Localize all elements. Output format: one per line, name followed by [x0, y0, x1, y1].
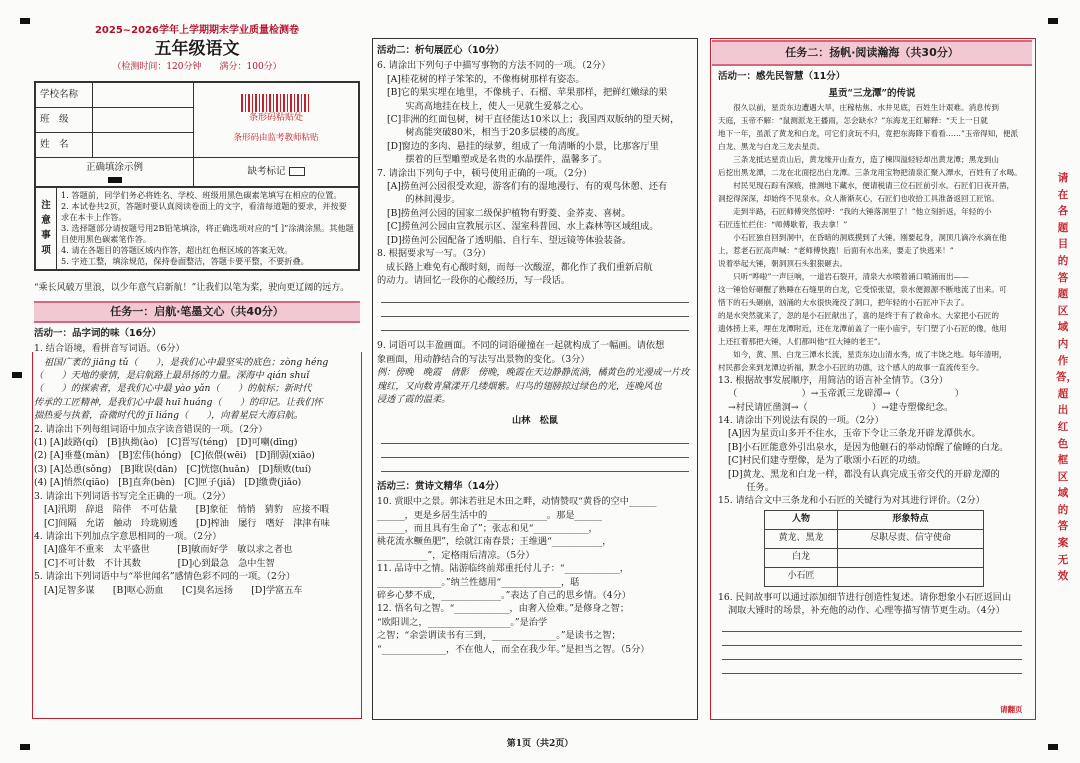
barcode-note: 条形码由监考教师粘贴	[233, 132, 319, 143]
story-line: 只听“哗啦”一声巨响，一道岩石裂开，清泉大水喷着涌口喷涌而出——	[718, 271, 969, 281]
q12-text: 12. 悟名句之智。“____________，由奢入俭难。”是修身之智；	[377, 603, 630, 615]
q14-title: 14. 请涂出下列说法有误的一项。（2分）	[718, 415, 884, 427]
story-line: 上还扛着那把大锤，人们都叫他“扛大锤的老王”。	[718, 336, 886, 346]
answer-line[interactable]	[381, 317, 689, 331]
story-line: 小石匠独自回到洞中，在昏暗的洞底摸到了大锤。刚要起身，洞顶几滴冷水滴在他	[718, 232, 1007, 242]
notes-label: 注意事项	[36, 187, 57, 269]
table-cell: 黄龙、黑龙	[765, 529, 838, 548]
q11-text: 碎乡心梦不成，_____________。”表达了自己的思乡情。（4分）	[377, 590, 631, 601]
table-cell: 小石匠	[765, 567, 838, 586]
q3-title: 3. 请涂出下列词语书写完全正确的一项。（2分）	[34, 490, 231, 502]
school-field[interactable]	[93, 82, 194, 107]
q14-option[interactable]: [A]因为星贡山多开不住水，玉帝下令让三条龙开辟龙潭供水。	[728, 428, 981, 440]
table-input[interactable]	[838, 548, 984, 567]
q4-option-row[interactable]: [A]盛年不重来 太平盛世 [B]敏而好学 敏以求之者也	[44, 544, 293, 556]
absent-label: 缺考标记	[247, 166, 286, 178]
story-line: 走到半路，石匠师傅突然惊呼：“我的大锤落洞里了！”他立刻折返，年轻的小	[718, 206, 992, 216]
story-line: 说着举起大锤，朝洞顶石头狠狠砸去。	[718, 258, 848, 268]
q9-text: 象画面，用动静结合的写法写出景物的变化。（3分）	[377, 353, 590, 365]
class-field[interactable]	[93, 107, 194, 132]
note-item: 5. 字迹工整，填涂规范，保持卷面整洁，答题卡要平整，不要折叠。	[61, 255, 309, 266]
answer-line[interactable]	[381, 444, 689, 458]
story-line: 村民都会来到龙潭边祈福，默念小石匠的功德，这个感人的故事一直流传至今。	[718, 362, 984, 372]
school-label: 学校名称	[36, 82, 93, 107]
q7-option[interactable]: [C]捞鱼河公园由宣教展示区、湿室科普园、水上森林等区域组成。	[387, 221, 659, 233]
registration-mark	[1048, 18, 1058, 24]
q6-option[interactable]: [B]它的果实埋在地里，不像桃子、石榴、苹果那样，把鲜红嫩绿的果	[387, 87, 668, 99]
table-cell: 尽职尽责、信守使命	[838, 529, 984, 548]
page-footer: 第1页（共2页）	[506, 739, 574, 749]
q8-text: 的动力。请回忆一段你的心酸经历，写一段话。	[377, 274, 570, 286]
q12-text: “______________，不在他人，而全在我少年。”是担当之智。（5分）	[377, 643, 650, 655]
q12-text: 之智；“余尝谓读书有三到，______________。”是读书之智；	[377, 630, 621, 642]
story-line: 遗体捞上来，埋在龙潭附近，还在龙潭前盖了一座小庙宇，专门塑了小石匠的像，他用	[718, 323, 1007, 333]
table-header: 人物	[765, 510, 838, 529]
q2-option-row[interactable]: (1) [A]歧路(qí) [B]执拗(ào) [C]晋写(téng) [D]可喇(dīng)	[34, 437, 298, 449]
q5-option-row[interactable]: [A]足智多谋 [B]呕心沥血 [C]臭名远扬 [D]学富五车	[44, 584, 303, 596]
q11-text: ______________。”纳兰性德用“_____________，聒	[377, 576, 580, 588]
name-field[interactable]	[93, 132, 194, 157]
note-item: 3. 选择题部分请按题号用2B铅笔填涂，将正确选项对应的“[ ]”涂满涂黑。其他题目使用黑色碳素笔作答。	[61, 222, 354, 244]
exam-title: 2025~2026学年上学期期末学业质量检测卷	[94, 25, 300, 36]
story-line: 如今，黄、黑、白龙三潭水长流，星贡东边山清水秀，成了丰饶之地。每年清明，	[718, 349, 1007, 359]
q14-option[interactable]: [D]黄龙、黑龙和白龙一样，都没有认真完成玉帝交代的开辟龙潭的	[728, 468, 1000, 480]
activity3-title: 活动三：赏诗文精华（14分）	[377, 480, 505, 492]
evaluation-table	[764, 510, 984, 587]
q10-text: ___________”，定格雨后清凉。（5分）	[377, 549, 535, 561]
answer-line[interactable]	[722, 618, 1022, 632]
side-notice: 请在各题目的答题区域内作答，超出红色框区域的答案无效	[1056, 172, 1077, 583]
q9-text: 浸透了霞的温柔。	[377, 393, 451, 405]
q4-option-row[interactable]: [C]不可计数 不计其数 [D]心到最急 急中生智	[44, 557, 275, 569]
q15-title: 15. 请结合文中三条龙和小石匠的关键行为对其进行评价。（2分）	[718, 495, 985, 507]
q1-line: （ ）天地的豪情，是启航路上最昂扬的力量。深海中 qián shuǐ	[34, 370, 310, 382]
q1-line: 祖国广袤的 jiāng tǔ（ ），是我们心中最坚实的底色；zòng héng	[44, 356, 329, 368]
registration-mark	[20, 18, 30, 24]
q14-option[interactable]: [B]小石匠能意外引出泉水，是因为他砸石的举动惊醒了偷睡的白龙。	[728, 441, 1009, 453]
q9-text: 例：傍晚 晚霞 倩影 傍晚，晚霞在天边静静流淌，橘黄色的光漫成一片玫	[377, 367, 690, 379]
story-line: 石匠连忙拦住：“师傅歇着，我去拿！”	[718, 219, 848, 229]
q7-option[interactable]: [D]捞鱼河公园配备了透明船、自行车、望远镜等体验装备。	[387, 234, 632, 246]
task2-banner: 任务二：扬帆·阅读瀚海（共30分）	[712, 40, 1032, 66]
q10-text: ______，而且具有生命了”；张志和见“____________，	[377, 522, 598, 534]
q3-option-row[interactable]: [C]间隔 允诺 触动 玲珑剔透 [D]榨油 屡行 嗜好 津津有味	[44, 517, 330, 529]
activity2-title: 活动二：析句展匠心（10分）	[377, 45, 505, 56]
q6-option[interactable]: [D]窗边的多肉、悬挂的绿萝，组成了一角清晰的小景，比那客厅里	[387, 140, 659, 152]
class-label: 班 级	[36, 107, 93, 132]
answer-line[interactable]	[722, 632, 1022, 646]
table-cell: 白龙	[765, 548, 838, 567]
q6-option: 树高能突破80米，相当于20多层楼的高度。	[387, 127, 585, 139]
table-input[interactable]	[838, 567, 984, 586]
q14-option: 任务。	[728, 482, 774, 494]
q2-option-row[interactable]: (2) [A]垂蔓(màn) [B]宏伟(hóng) [C]依偎(wēi) [D]削弱(xiāo)	[34, 450, 315, 462]
answer-line[interactable]	[381, 458, 689, 472]
q7-option[interactable]: [A]捞鱼河公园很受欢迎，游客们有的湿地漫行、有的观鸟休憩、还有	[387, 181, 668, 193]
story-line: 上，惹老石匠高声喊：“老师傅快跑！后面有水出来，要走了快逃来！”	[718, 245, 954, 255]
story-line: 的是水突然就来了，忽的是小石匠献出了，喜的是终于有了救命水。大家把小石匠的	[718, 310, 999, 320]
note-item: 2. 本试卷共2页，答题时要认真阅读卷面上的文字，看清每道题的要求，并按要求在本卡上作答。	[61, 200, 347, 222]
motto: “乘长风破万里浪，以少年意气启新航！”让我们以笔为桨，驶向更辽阔的远方。	[34, 282, 350, 293]
q2-option-row[interactable]: (4) [A]悄然(qiāo) [B]直奔(bèn) [C]匣子(jiǎ) [D]缴费(jiǎo)	[34, 477, 302, 489]
q13-title: 13. 根据故事发展顺序，用简洁的语言补全情节。（3分）	[718, 374, 949, 386]
q9-title: 9. 词语可以丰盈画面。不同的词语碰撞在一起就构成了一幅画。请依想	[377, 340, 665, 352]
task1-banner: 任务一：启航·笔墨文心（共40分）	[34, 301, 360, 323]
story-line: 村民见现石踪有深痕，推测地下藏水，便请税请三位石匠前引水。石匠们日夜开凿，	[718, 180, 1015, 190]
answer-line[interactable]	[381, 430, 689, 444]
q2-option-row[interactable]: (3) [A]怂恿(sǒng) [B]耽误(dān) [C]恍惚(huǎn) [D]颓败(tuí)	[34, 463, 312, 475]
barcode-hint: 条形码粘贴处	[248, 113, 303, 124]
fill-example-mark	[108, 177, 122, 183]
q7-option[interactable]: [B]捞鱼河公园的国家二级保护植物有野菱、金荞麦、喜树。	[387, 207, 631, 219]
q14-option[interactable]: [C]村民们建寺塑像，是为了歌颂小石匠的功绩。	[728, 455, 926, 467]
q1-title: 1. 结合语境，看拼音写词语。（6分）	[34, 343, 185, 355]
q7-title: 7. 请涂出下列句子中，顿号使用正确的一项。（2分）	[377, 167, 593, 179]
story-line: 这一锤恰好砸醒了熟睡在石缝里的白龙，它受惊张望，泉水便源源不断地流了出来。可	[718, 284, 1007, 294]
q1-line: 传承的工匠精神，是我们心中最 huī huáng（ ）的印记。让我们怀	[34, 396, 323, 408]
story-line: 很久以前，星贡东边遭遇大旱，庄稼枯焦、水井见底，百姓生计艰难。消息传到	[718, 102, 999, 112]
table-row	[765, 529, 984, 548]
q1-line: 揣热爱与执着，奋微时代的 jī liáng（ ），向着星辰大海启航。	[34, 410, 304, 422]
answer-line[interactable]	[381, 303, 689, 317]
q11-text: 11. 品诗中之情。陆游临终前郑重托付儿子：“____________，	[377, 563, 629, 575]
q5-title: 5. 请涂出下列词语中与“举世闻名”感情色彩不同的一项。（2分）	[34, 571, 296, 583]
q16-text: 16. 民间故事可以通过添加细节进行创造性复述。请你想象小石匠返回山	[718, 591, 1012, 603]
fill-example-label: 正确填涂示例	[85, 162, 143, 174]
q2-title: 2. 请涂出下列每组词语中加点字读音错误的一项。（2分）	[34, 423, 268, 435]
story-line: 惜下的石头砸崩，汹涌的大水很快淹没了洞口，把年轻的小石匠冲下去了。	[718, 297, 969, 307]
answer-line[interactable]	[722, 646, 1022, 660]
q6-option: 实高高地挂在枝上，使人一见就生爱慕之心。	[387, 100, 590, 112]
q9-words: 山林 松鼠	[512, 415, 558, 427]
q10-text: ______，更是乡居生活中的_____________。那是______	[377, 509, 603, 521]
q12-text: “欧阳训之，__________________。”是治学	[377, 616, 548, 628]
q7-option: 的林间漫步。	[387, 194, 461, 206]
story-text	[712, 101, 1032, 374]
q6-title: 6. 请涂出下列句子中描写事物的方法不同的一项。（2分）	[377, 60, 611, 72]
story-line: 洞挖得深深，却始终不见泉水。众人渐渐灰心，石匠们也收拾工具准备返回工匠馆。	[718, 193, 999, 203]
absent-checkbox[interactable]	[289, 167, 305, 176]
activity1-title: 活动一：感先民智慧（11分）	[718, 71, 846, 82]
barcode-icon	[241, 94, 311, 112]
note-item: 4. 请在各题目的答题区域内作答，超出红色框区域的答案无效。	[61, 244, 293, 255]
q6-option[interactable]: [A]桂花树的样子笨笨的，不像梅树那样有姿态。	[387, 73, 585, 85]
note-item: 1. 答题前，同学们务必将姓名、学校、班级用黑色碳素笔填写在相应的位置。	[61, 189, 342, 200]
table-row	[765, 567, 984, 586]
q16-text: 洞取大锤时的场景，补充他的动作、心理等描写情节更生动。（4分）	[728, 605, 1005, 617]
story-line: 天庭，玉帝不解：“鼠测派龙王播雨，怎会缺水？”东海龙王红解释：“天上一日就	[718, 115, 988, 125]
q3-option-row[interactable]: [A]汛期 辞退 陪伴 不可估量 [B]象征 悄悄 猜豹 应接不暇	[44, 504, 329, 516]
answer-line[interactable]	[722, 660, 1022, 674]
exam-meta: （检测时间：120分钟 满分：100分）	[112, 62, 282, 73]
q13-flow[interactable]: →村民请匠凿洞→（ ）→建寺塑像纪念。	[728, 401, 954, 413]
q8-title: 8. 根据要求写一写。（3分）	[377, 248, 491, 260]
left-column-frame	[32, 352, 362, 719]
middle-column	[377, 42, 693, 656]
table-row	[765, 548, 984, 567]
q8-text: 成长路上难免有心酸时刻，而每一次酸涩，都化作了我们重新启航	[377, 261, 653, 273]
subject-title: 五年级语文	[154, 39, 240, 60]
turn-page-note: 请翻页	[1000, 705, 1023, 714]
story-line: 三条龙抵达星贡山后，黄龙缘开山查方，造了楝四溢轻轻却出黄龙潭；黑龙到山	[718, 154, 999, 164]
q6-option[interactable]: [C]非洲的红面包树，树干直径能达10米以上；我国西双版纳的望天树，	[387, 114, 680, 126]
right-column	[712, 40, 1032, 674]
answer-line[interactable]	[381, 289, 689, 303]
info-box	[34, 81, 360, 271]
story-line: 后挖出黑龙潭，二龙在北面挖出白龙潭。三条龙用宝物把清泉汇聚入潭水，百姓有了水喝。	[718, 167, 1022, 177]
q10-text: 桃花流水鳜鱼肥”，绘就江南春景；王维遇“___________，	[377, 536, 612, 548]
name-label: 姓 名	[36, 132, 93, 157]
q9-text: 瑰红，又向数青黛漾开几缕烟紫。归鸟的翅膀掠过绿色的光，连晚风也	[377, 380, 662, 392]
q4-title: 4. 请涂出下列加点字意思相同的一项。（2分）	[34, 530, 222, 542]
q10-text: 10. 赏眼中之景。郭沫若驻足木田之畔，动情赞叹“黄昏的空中______	[377, 496, 657, 508]
table-header: 形象特点	[838, 510, 984, 529]
story-line: 白龙、黑龙与白龙三龙去星贡。	[718, 141, 825, 151]
story-line: 地下一年，虽派了黄龙和白龙，可它们贪玩不归，竟把东海降下看看……”玉帝得知，便派	[718, 128, 1019, 138]
story-title: 星贡“三龙潭”的传说	[828, 88, 916, 100]
registration-mark	[12, 372, 22, 378]
q6-option: 摆着的巨型雕塑或是名贵的水晶摆件，温馨多了。	[387, 154, 608, 166]
activity1-title: 活动一：品字词的味（16分）	[34, 327, 162, 339]
q1-line: （ ）的探索者，是我们心中最 yào yǎn（ ）的航标；新时代	[34, 383, 312, 395]
q13-flow[interactable]: （ ）→玉帝派三龙辟潭→（ ）	[728, 388, 964, 400]
